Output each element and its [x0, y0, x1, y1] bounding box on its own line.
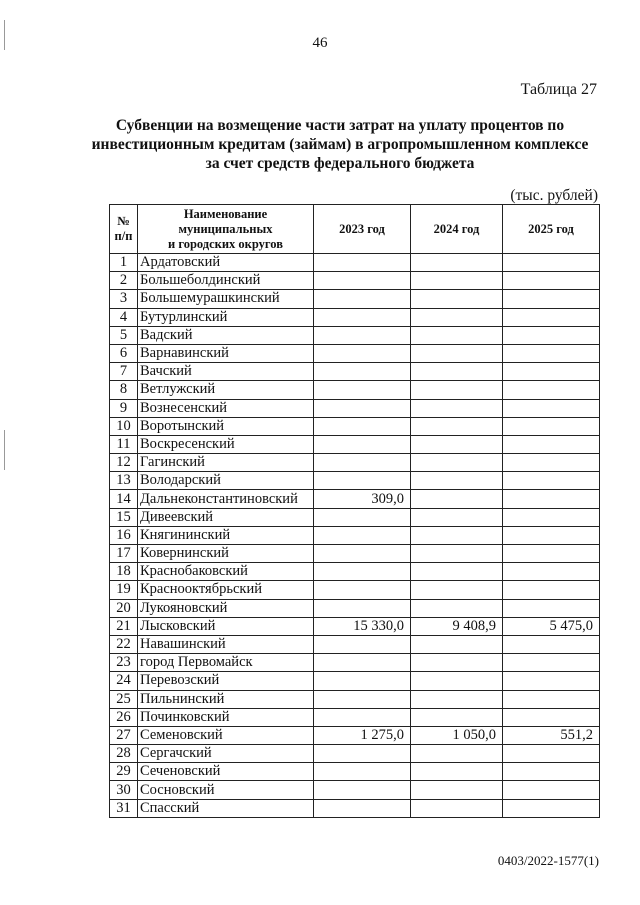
value-2024-cell: [411, 708, 503, 726]
district-name-cell: Пильнинский: [138, 690, 314, 708]
value-2025-cell: [503, 435, 600, 453]
district-name-cell: Дальнеконстантиновский: [138, 490, 314, 508]
row-number-cell: 2: [110, 272, 138, 290]
row-number-cell: 1: [110, 254, 138, 272]
value-2023-cell: [314, 654, 411, 672]
table-row: [110, 290, 600, 308]
value-2025-cell: [503, 363, 600, 381]
row-number-cell: 13: [110, 472, 138, 490]
row-number-cell: 5: [110, 326, 138, 344]
value-2023-cell: [314, 545, 411, 563]
row-number-cell: 31: [110, 799, 138, 817]
value-2023-cell: 1 275,0: [314, 726, 411, 744]
value-2023-cell: [314, 581, 411, 599]
row-number-cell: 18: [110, 563, 138, 581]
value-2025-cell: [503, 308, 600, 326]
table-row: [110, 708, 600, 726]
district-name-cell: Сосновский: [138, 781, 314, 799]
value-2025-cell: [503, 799, 600, 817]
row-number-cell: 7: [110, 363, 138, 381]
district-name-cell: Навашинский: [138, 635, 314, 653]
table-row: [110, 399, 600, 417]
table-row: [110, 435, 600, 453]
value-2025-cell: [503, 781, 600, 799]
value-2023-cell: [314, 272, 411, 290]
table-row: [110, 654, 600, 672]
value-2023-cell: [314, 690, 411, 708]
table-row: [110, 272, 600, 290]
value-2024-cell: [411, 308, 503, 326]
value-2025-cell: [503, 381, 600, 399]
value-2023-cell: [314, 435, 411, 453]
table-row: [110, 672, 600, 690]
table-row: [110, 363, 600, 381]
district-name-cell: Гагинский: [138, 454, 314, 472]
row-number-cell: 8: [110, 381, 138, 399]
value-2024-cell: [411, 799, 503, 817]
value-2024-cell: 1 050,0: [411, 726, 503, 744]
header-name: Наименование муниципальных и городских округов: [138, 205, 314, 254]
value-2024-cell: [411, 272, 503, 290]
district-name-cell: Краснооктябрьский: [138, 581, 314, 599]
table-row: [110, 344, 600, 362]
header-2023: 2023 год: [314, 205, 411, 254]
value-2023-cell: [314, 399, 411, 417]
value-2024-cell: [411, 490, 503, 508]
value-2023-cell: [314, 326, 411, 344]
table-body: [110, 254, 600, 818]
district-name-cell: Семеновский: [138, 726, 314, 744]
table-row: [110, 526, 600, 544]
value-2024-cell: [411, 326, 503, 344]
row-number-cell: 14: [110, 490, 138, 508]
district-name-cell: Лукояновский: [138, 599, 314, 617]
value-2024-cell: [411, 417, 503, 435]
value-2024-cell: [411, 563, 503, 581]
row-number-cell: 6: [110, 344, 138, 362]
value-2024-cell: [411, 254, 503, 272]
value-2023-cell: [314, 799, 411, 817]
table-row: [110, 726, 600, 744]
value-2025-cell: [503, 526, 600, 544]
row-number-cell: 27: [110, 726, 138, 744]
table-row: [110, 563, 600, 581]
title-line-3: за счет средств федерального бюджета: [205, 155, 475, 172]
row-number-cell: 17: [110, 545, 138, 563]
table-row: [110, 472, 600, 490]
table-row: [110, 326, 600, 344]
scan-margin-mark: [4, 430, 5, 470]
value-2025-cell: [503, 581, 600, 599]
row-number-cell: 10: [110, 417, 138, 435]
value-2023-cell: [314, 781, 411, 799]
district-name-cell: Володарский: [138, 472, 314, 490]
value-2023-cell: [314, 472, 411, 490]
table-row: [110, 508, 600, 526]
row-number-cell: 3: [110, 290, 138, 308]
row-number-cell: 28: [110, 745, 138, 763]
value-2023-cell: [314, 563, 411, 581]
district-name-cell: Бутурлинский: [138, 308, 314, 326]
district-name-cell: Починковский: [138, 708, 314, 726]
value-2024-cell: [411, 690, 503, 708]
district-name-cell: Ветлужский: [138, 381, 314, 399]
table-row: [110, 490, 600, 508]
value-2025-cell: [503, 708, 600, 726]
row-number-cell: 20: [110, 599, 138, 617]
district-name-cell: Большеболдинский: [138, 272, 314, 290]
value-2024-cell: [411, 672, 503, 690]
table-row: [110, 781, 600, 799]
row-number-cell: 16: [110, 526, 138, 544]
value-2025-cell: [503, 326, 600, 344]
row-number-cell: 25: [110, 690, 138, 708]
table-row: [110, 799, 600, 817]
value-2025-cell: [503, 490, 600, 508]
value-2025-cell: [503, 672, 600, 690]
title-line-2: инвестиционным кредитам (займам) в агропромышленном комплексе: [91, 136, 589, 153]
page-number: 46: [312, 35, 328, 51]
value-2025-cell: [503, 563, 600, 581]
table-row: [110, 617, 600, 635]
district-name-cell: Краснобаковский: [138, 563, 314, 581]
district-name-cell: Сергачский: [138, 745, 314, 763]
table-row: [110, 763, 600, 781]
value-2025-cell: [503, 472, 600, 490]
row-number-cell: 24: [110, 672, 138, 690]
value-2024-cell: [411, 290, 503, 308]
value-2023-cell: [314, 508, 411, 526]
district-name-cell: Перевозский: [138, 672, 314, 690]
value-2023-cell: [314, 254, 411, 272]
value-2025-cell: [503, 654, 600, 672]
value-2025-cell: [503, 272, 600, 290]
value-2025-cell: [503, 417, 600, 435]
value-2024-cell: [411, 435, 503, 453]
value-2024-cell: [411, 781, 503, 799]
header-2024: 2024 год: [411, 205, 503, 254]
district-name-cell: Княгининский: [138, 526, 314, 544]
value-2023-cell: [314, 526, 411, 544]
district-name-cell: Воротынский: [138, 417, 314, 435]
value-2023-cell: [314, 708, 411, 726]
district-name-cell: Спасский: [138, 799, 314, 817]
value-2025-cell: [503, 599, 600, 617]
value-2025-cell: [503, 454, 600, 472]
value-2023-cell: [314, 381, 411, 399]
table-row: [110, 745, 600, 763]
district-name-cell: Вадский: [138, 326, 314, 344]
value-2023-cell: [314, 763, 411, 781]
value-2025-cell: [503, 254, 600, 272]
district-name-cell: Сеченовский: [138, 763, 314, 781]
district-name-cell: Дивеевский: [138, 508, 314, 526]
value-2024-cell: [411, 454, 503, 472]
table-header-row: [110, 205, 600, 254]
value-2025-cell: [503, 690, 600, 708]
value-2024-cell: [411, 344, 503, 362]
value-2023-cell: [314, 344, 411, 362]
district-name-cell: Лысковский: [138, 617, 314, 635]
district-name-cell: Воскресенский: [138, 435, 314, 453]
district-name-cell: город Первомайск: [138, 654, 314, 672]
row-number-cell: 19: [110, 581, 138, 599]
row-number-cell: 30: [110, 781, 138, 799]
value-2025-cell: [503, 745, 600, 763]
value-2024-cell: [411, 526, 503, 544]
row-number-cell: 15: [110, 508, 138, 526]
row-number-cell: 9: [110, 399, 138, 417]
subsidy-table: [109, 204, 600, 818]
table-row: [110, 454, 600, 472]
value-2024-cell: 9 408,9: [411, 617, 503, 635]
value-2024-cell: [411, 654, 503, 672]
value-2023-cell: [314, 363, 411, 381]
value-2023-cell: 15 330,0: [314, 617, 411, 635]
table-row: [110, 254, 600, 272]
value-2025-cell: [503, 763, 600, 781]
value-2023-cell: [314, 745, 411, 763]
district-name-cell: Вачский: [138, 363, 314, 381]
value-2023-cell: 309,0: [314, 490, 411, 508]
value-2024-cell: [411, 508, 503, 526]
table-row: [110, 545, 600, 563]
value-2024-cell: [411, 399, 503, 417]
value-2024-cell: [411, 472, 503, 490]
table-row: [110, 599, 600, 617]
value-2025-cell: [503, 290, 600, 308]
table-row: [110, 417, 600, 435]
district-name-cell: Большемурашкинский: [138, 290, 314, 308]
row-number-cell: 12: [110, 454, 138, 472]
table-label: Таблица 27: [520, 81, 597, 98]
value-2025-cell: [503, 508, 600, 526]
row-number-cell: 22: [110, 635, 138, 653]
value-2023-cell: [314, 417, 411, 435]
value-2024-cell: [411, 635, 503, 653]
district-name-cell: Ковернинский: [138, 545, 314, 563]
value-2024-cell: [411, 381, 503, 399]
table-row: [110, 690, 600, 708]
value-2025-cell: [503, 344, 600, 362]
header-2025: 2025 год: [503, 205, 600, 254]
value-2024-cell: [411, 763, 503, 781]
title-line-1: Субвенции на возмещение части затрат на уплату процентов по: [115, 117, 565, 134]
district-name-cell: Ардатовский: [138, 254, 314, 272]
district-name-cell: Вознесенский: [138, 399, 314, 417]
district-name-cell: Варнавинский: [138, 344, 314, 362]
row-number-cell: 4: [110, 308, 138, 326]
value-2025-cell: [503, 545, 600, 563]
value-2025-cell: 5 475,0: [503, 617, 600, 635]
value-2023-cell: [314, 599, 411, 617]
header-number: № п/п: [110, 205, 138, 254]
value-2023-cell: [314, 635, 411, 653]
value-2024-cell: [411, 363, 503, 381]
row-number-cell: 11: [110, 435, 138, 453]
value-2023-cell: [314, 454, 411, 472]
units-label: (тыс. рублей): [510, 187, 598, 204]
document-code: 0403/2022-1577(1): [497, 853, 599, 868]
value-2023-cell: [314, 308, 411, 326]
row-number-cell: 23: [110, 654, 138, 672]
value-2025-cell: [503, 399, 600, 417]
table-row: [110, 581, 600, 599]
value-2024-cell: [411, 745, 503, 763]
row-number-cell: 21: [110, 617, 138, 635]
value-2025-cell: [503, 635, 600, 653]
document-title: [70, 116, 610, 173]
table-row: [110, 381, 600, 399]
table-row: [110, 308, 600, 326]
value-2024-cell: [411, 581, 503, 599]
value-2024-cell: [411, 545, 503, 563]
value-2024-cell: [411, 599, 503, 617]
table-row: [110, 635, 600, 653]
row-number-cell: 29: [110, 763, 138, 781]
value-2023-cell: [314, 672, 411, 690]
value-2025-cell: 551,2: [503, 726, 600, 744]
row-number-cell: 26: [110, 708, 138, 726]
value-2023-cell: [314, 290, 411, 308]
